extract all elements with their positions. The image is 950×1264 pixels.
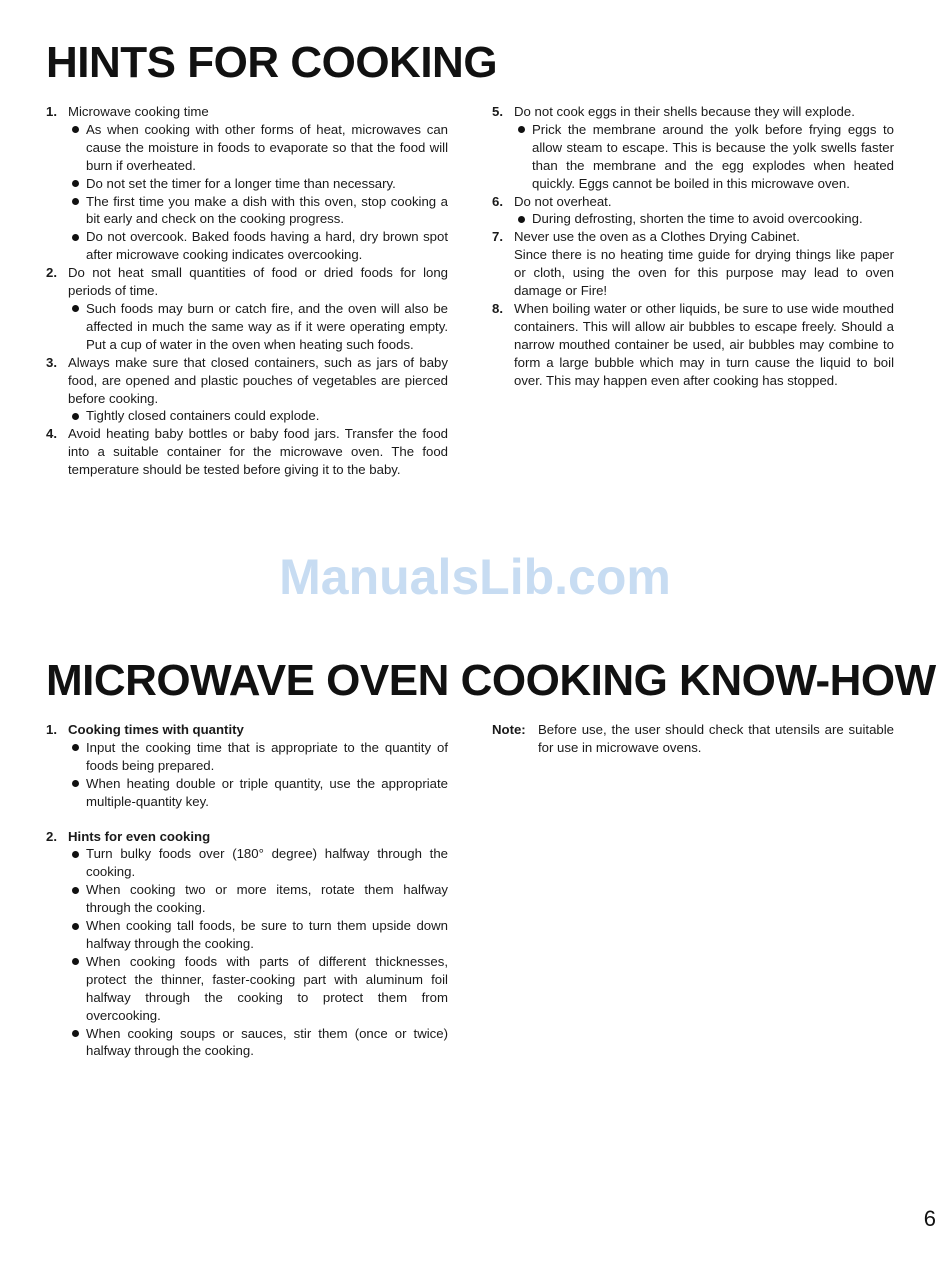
watermark: ManualsLib.com	[279, 549, 671, 605]
item-number: 1.	[46, 722, 57, 737]
list-item	[492, 228, 894, 300]
list-item	[46, 354, 448, 426]
bullet-item: Prick the membrane around the yolk before frying eggs to allow steam to escape. This is because the yolk swells faster than the membrane and the egg explodes when heated quickly. Eggs cannot be boiled in this microwave oven.	[514, 121, 894, 193]
item-number: 2.	[46, 828, 57, 844]
item-text: Do not cook eggs in their shells because they will explode.	[514, 104, 855, 119]
item-text: Microwave cooking time	[68, 104, 209, 119]
note-text: Before use, the user should check that utensils are suitable for use in microwave ovens.	[538, 722, 894, 755]
item-number: 2.	[46, 265, 57, 281]
knowhow-left-column	[46, 721, 448, 1060]
note-label: Note:	[492, 722, 526, 737]
bullet-item: Input the cooking time that is appropriate to the quantity of foods being prepared.	[68, 739, 448, 775]
item-number: 8.	[492, 300, 503, 316]
bullet-item: When heating double or triple quantity, use the appropriate multiple-quantity key.	[68, 775, 448, 811]
list-item	[492, 193, 894, 229]
bullet-item: Tightly closed containers could explode.	[68, 407, 448, 425]
bullet-item: As when cooking with other forms of heat, microwaves can cause the moisture in foods to evaporate so that the food will burn if overheated.	[68, 121, 448, 175]
page-number: 6	[923, 1206, 936, 1231]
item-heading: Hints for even cooking	[68, 828, 211, 844]
item-number: 7.	[492, 229, 503, 245]
bullet-item: Such foods may burn or catch fire, and the oven will also be affected in much the same way as if it were operating empty. Put a cup of water in the oven when heating such foods.	[68, 300, 448, 354]
item-text: Never use the oven as a Clothes Drying Cabinet.	[514, 229, 800, 245]
list-item	[46, 828, 448, 1061]
bullet-item: Do not set the timer for a longer time than necessary.	[68, 175, 448, 193]
item-number: 6.	[492, 193, 503, 209]
list-item	[46, 103, 448, 264]
list-item	[492, 103, 894, 193]
bullet-item: When cooking tall foods, be sure to turn them upside down halfway through the cooking.	[68, 917, 448, 953]
list-item	[46, 425, 448, 479]
item-text: Avoid heating baby bottles or baby food jars. Transfer the food into a suitable container for the microwave oven. The food temperature should be tested before giving it to the baby.	[68, 426, 448, 478]
bullet-item: Do not overcook. Baked foods having a hard, dry brown spot after microwave cooking indicates overcooking.	[68, 228, 448, 264]
note	[492, 721, 894, 757]
item-number: 5.	[492, 104, 503, 119]
bullet-item: During defrosting, shorten the time to avoid overcooking.	[514, 210, 894, 228]
hints-right-column	[492, 103, 894, 390]
knowhow-title: MICROWAVE OVEN COOKING KNOW-HOW	[46, 656, 936, 705]
hints-title: HINTS FOR COOKING	[46, 38, 498, 87]
bullet-item: When cooking two or more items, rotate them halfway through the cooking.	[68, 881, 448, 917]
bullet-item: Turn bulky foods over (180° degree) halfway through the cooking.	[68, 845, 448, 881]
item-text: Do not overheat.	[514, 193, 612, 209]
item-number: 3.	[46, 354, 57, 370]
item-heading: Cooking times with quantity	[68, 722, 244, 737]
bullet-item: When cooking soups or sauces, stir them (once or twice) halfway through the cooking.	[68, 1025, 448, 1061]
hints-left-column	[46, 103, 448, 479]
spacer	[46, 811, 448, 828]
list-item	[46, 721, 448, 811]
list-item	[46, 264, 448, 354]
bullet-item: The first time you make a dish with this oven, stop cooking a bit early and check on the cooking progress.	[68, 193, 448, 229]
item-paragraph: Since there is no heating time guide for drying things like paper or cloth, using the oven for this purpose may lead to oven damage or Fire!	[514, 247, 894, 299]
list-item	[492, 300, 894, 390]
item-number: 1.	[46, 104, 57, 119]
item-text: Always make sure that closed containers, such as jars of baby food, are opened and plastic pouches of vegetables are pierced before cooking.	[68, 354, 448, 406]
item-text: Do not heat small quantities of food or dried foods for long periods of time.	[68, 265, 448, 299]
knowhow-right-column	[492, 721, 894, 757]
item-number: 4.	[46, 426, 57, 442]
bullet-item: When cooking foods with parts of different thicknesses, protect the thinner, faster-cooking part with aluminum foil halfway through the cooking to protect them from overcooking.	[68, 953, 448, 1025]
item-text: When boiling water or other liquids, be sure to use wide mouthed containers. This will allow air bubbles to escape freely. Should a narrow mouthed container be used, air bubbles may combine to form a large bubble which may in turn cause the liquid to boil over. This may happen even after cooking has stopped.	[514, 300, 894, 388]
